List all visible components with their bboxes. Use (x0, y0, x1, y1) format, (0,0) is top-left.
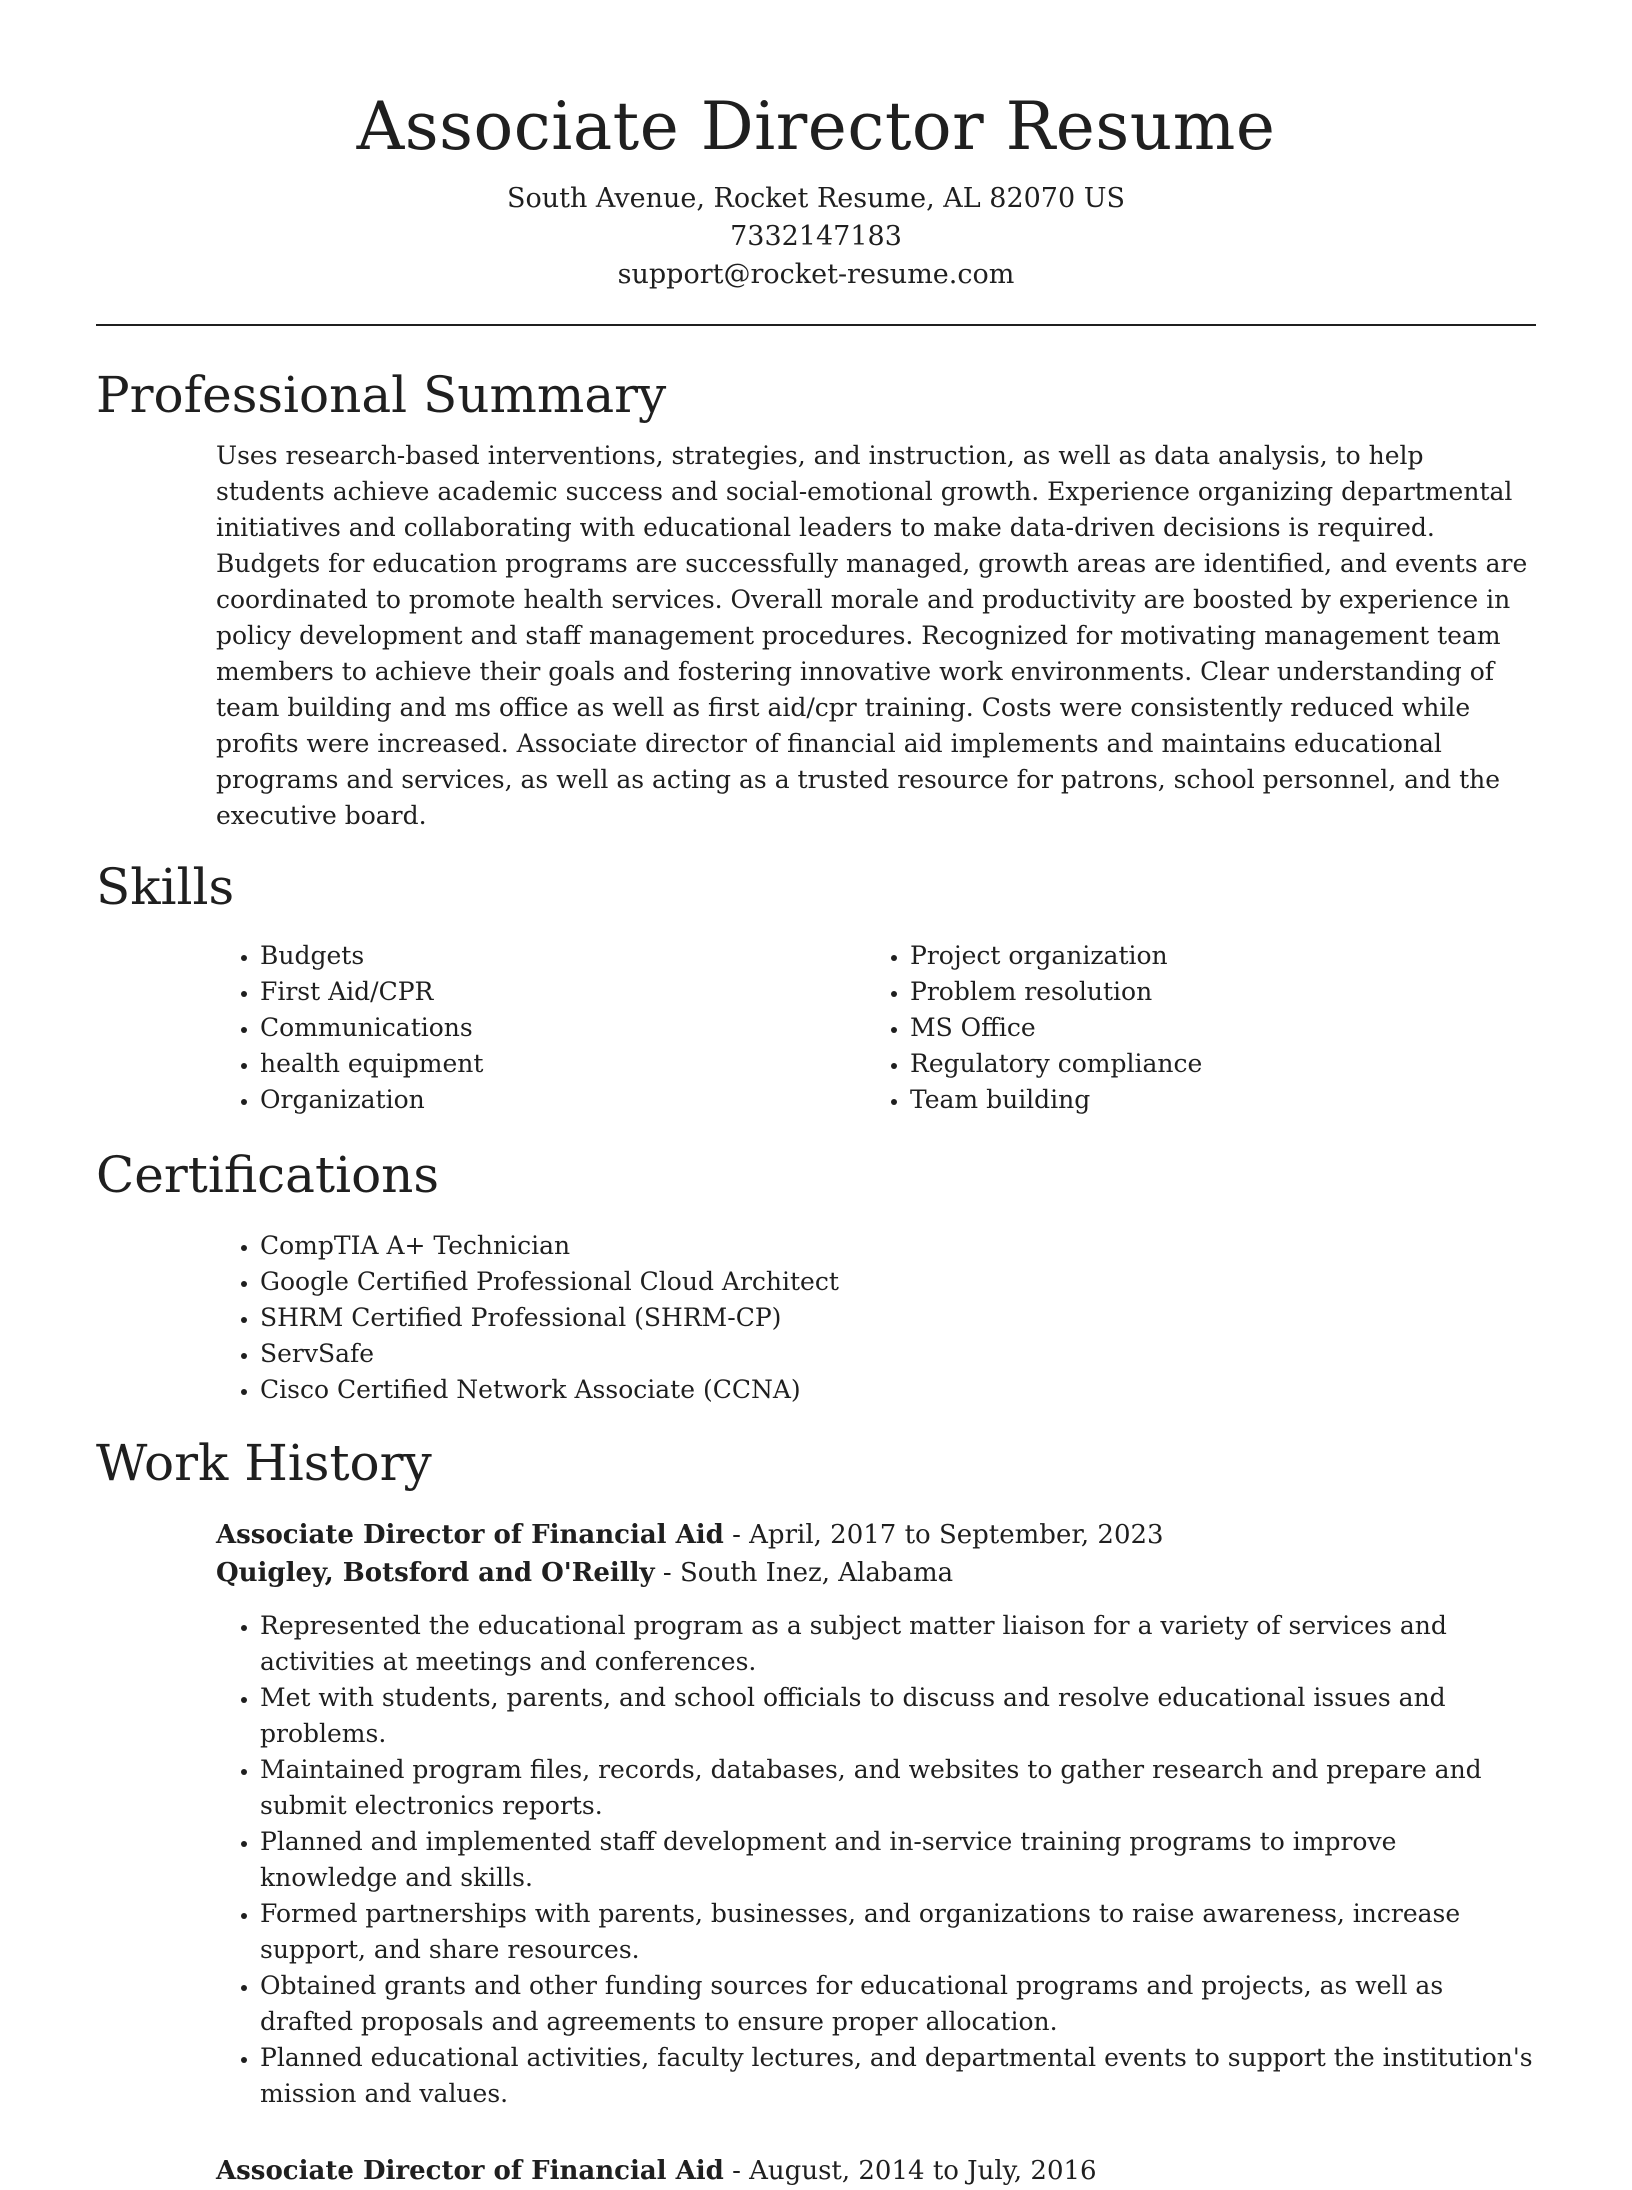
skill-item: • MS Office (910, 1010, 1516, 1046)
skill-item: • Project organization (910, 938, 1516, 974)
section-skills (96, 856, 1536, 1118)
skill-item: • Organization (260, 1082, 866, 1118)
job-dates: August, 2014 to July, 2016 (749, 2156, 1097, 2186)
job-bullet: • Represented the educational program as a subject matter liaison for a variety of services and activities at meetings and conferences. (260, 1608, 1536, 1680)
skills-columns (216, 938, 1536, 1118)
skill-item: • health equipment (260, 1046, 866, 1082)
job-company-line: Quigley, Botsford and O'Reilly - South Inez, Alabama (216, 1558, 954, 1588)
skills-list-left (216, 938, 866, 1118)
job-dates: April, 2017 to September, 2023 (749, 1520, 1164, 1550)
section-professional-summary (96, 364, 1536, 834)
job-title: Associate Director of Financial Aid (216, 1520, 724, 1550)
certification-item: • SHRM Certified Professional (SHRM-CP) (260, 1300, 1536, 1336)
contact-email: support@rocket-resume.com (617, 259, 1015, 290)
resume-title: Associate Director Resume (356, 88, 1276, 165)
contact-phone: 7332147183 (730, 221, 902, 252)
job-bullet: • Planned and implemented staff development and in-service training programs to improve knowledge and skills. (260, 1824, 1536, 1896)
section-title-certifications: Certifications (96, 1146, 440, 1204)
job-title-line: Associate Director of Financial Aid - August, 2014 to July, 2016 (216, 2156, 1097, 2186)
skills-list-right (866, 938, 1516, 1118)
job-bullet: • Met with students, parents, and school officials to discuss and resolve educational issues and problems. (260, 1680, 1536, 1752)
job-bullet: • Obtained grants and other funding sources for educational programs and projects, as well as drafted proposals and agreements to ensure proper allocation. (260, 1968, 1536, 2040)
job-title-line: Associate Director of Financial Aid - April, 2017 to September, 2023 (216, 1520, 1164, 1550)
job-location: South Inez, Alabama (679, 1558, 954, 1588)
job-bullet: • Planned educational activities, faculty lectures, and departmental events to support the institution's mission and values. (260, 2040, 1536, 2112)
header-divider (96, 324, 1536, 326)
certification-item: • CompTIA A+ Technician (260, 1228, 1536, 1264)
section-work-history (96, 1432, 1536, 2190)
skill-item: • First Aid/CPR (260, 974, 866, 1010)
summary-text: Uses research-based interventions, strategies, and instruction, as well as data analysis, to help students achieve academic success and social-emotional growth. Experience organizing departmental initiatives and collaborating with educational leaders to make data-driven decisions is required. Budgets for education programs are successfully managed, growth areas are identified, and events are coordinated to promote health services. Overall morale and productivity are boosted by experience in policy development and staff management procedures. Recognized for motivating management team members to achieve their goals and fostering innovative work environments. Clear understanding of team building and ms office as well as first aid/cpr training. Costs were consistently reduced while profits were increased. Associate director of financial aid implements and maintains educational programs and services, as well as acting as a trusted resource for patrons, school personnel, and the executive board. (216, 441, 1528, 830)
skill-item: • Team building (910, 1082, 1516, 1118)
section-title-skills: Skills (96, 858, 235, 916)
resume-header (96, 0, 1536, 294)
contact-address: South Avenue, Rocket Resume, AL 82070 US (506, 183, 1126, 214)
job-bullets (216, 1608, 1536, 2112)
job-company: Quigley, Botsford and O'Reilly (216, 1558, 655, 1588)
certification-item: • ServSafe (260, 1336, 1536, 1372)
job-title: Associate Director of Financial Aid (216, 2156, 724, 2186)
certification-item: • Cisco Certified Network Associate (CCNA) (260, 1372, 1536, 1408)
certification-item: • Google Certified Professional Cloud Architect (260, 1264, 1536, 1300)
contact-info (96, 180, 1536, 294)
certifications-list (216, 1228, 1536, 1408)
section-title-summary: Professional Summary (96, 366, 667, 424)
section-certifications (96, 1144, 1536, 1408)
skill-item: • Budgets (260, 938, 866, 974)
section-title-work-history: Work History (96, 1434, 432, 1492)
job-bullet: • Formed partnerships with parents, businesses, and organizations to raise awareness, increase support, and share resources. (260, 1896, 1536, 1968)
resume-page (96, 0, 1536, 2190)
job-entry (216, 1516, 1536, 2112)
skill-item: • Communications (260, 1010, 866, 1046)
job-entry (216, 2152, 1536, 2190)
job-bullet: • Maintained program files, records, databases, and websites to gather research and prepare and submit electronics reports. (260, 1752, 1536, 1824)
skill-item: • Problem resolution (910, 974, 1516, 1010)
skill-item: • Regulatory compliance (910, 1046, 1516, 1082)
